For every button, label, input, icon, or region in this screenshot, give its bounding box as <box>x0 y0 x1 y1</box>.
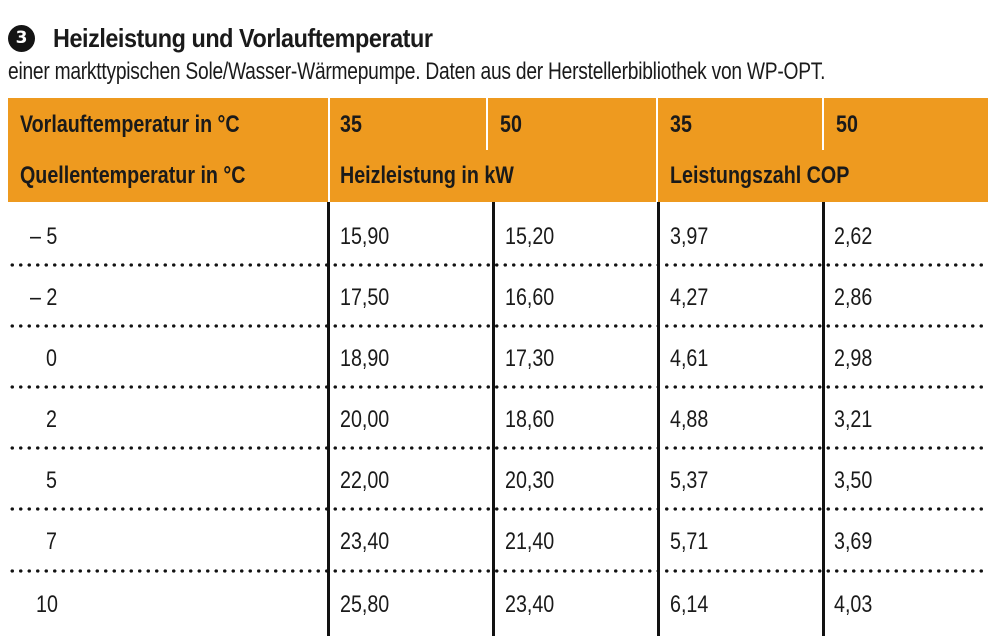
cell-heating-50: 21,40 <box>505 528 555 555</box>
header-divider <box>328 98 330 202</box>
cell-cop-50: 4,03 <box>834 591 873 618</box>
header-source-temp-label: Quellentemperatur in °C <box>20 162 246 189</box>
cell-cop-35: 4,88 <box>670 406 709 433</box>
cell-cop-50: 3,69 <box>834 528 873 555</box>
row-source-temp: 2 <box>46 406 57 433</box>
cell-heating-50: 16,60 <box>505 284 555 311</box>
row-separator <box>8 507 988 511</box>
cell-heating-35: 20,00 <box>340 406 390 433</box>
row-separator <box>8 324 988 328</box>
header-divider <box>656 98 658 202</box>
cell-heating-35: 22,00 <box>340 467 390 494</box>
row-separator <box>8 569 988 573</box>
cell-cop-50: 2,98 <box>834 345 873 372</box>
cell-heating-35: 23,40 <box>340 528 390 555</box>
header-divider <box>486 98 488 150</box>
header-group-cop: Leistungszahl COP <box>670 162 850 189</box>
figure-title-row <box>8 20 475 56</box>
cell-cop-35: 5,37 <box>670 467 709 494</box>
cell-cop-35: 3,97 <box>670 223 709 250</box>
header-divider <box>822 98 824 150</box>
cell-cop-35: 4,61 <box>670 345 709 372</box>
cell-heating-50: 15,20 <box>505 223 555 250</box>
cell-cop-35: 6,14 <box>670 591 709 618</box>
header-col-1: 35 <box>340 111 362 138</box>
header-col-4: 50 <box>836 111 858 138</box>
header-flow-temp-label: Vorlauftemperatur in °C <box>20 111 240 138</box>
cell-heating-35: 25,80 <box>340 591 390 618</box>
row-separator <box>8 263 988 267</box>
cell-heating-35: 18,90 <box>340 345 390 372</box>
cell-heating-35: 15,90 <box>340 223 390 250</box>
cell-cop-50: 2,86 <box>834 284 873 311</box>
figure-title: Heizleistung und Vorlauftemperatur <box>53 22 433 53</box>
header-col-3: 35 <box>670 111 692 138</box>
cell-cop-50: 3,50 <box>834 467 873 494</box>
cell-heating-50: 20,30 <box>505 467 555 494</box>
row-source-temp: 5 <box>46 467 57 494</box>
row-source-temp: 10 <box>36 591 58 618</box>
cell-cop-35: 5,71 <box>670 528 709 555</box>
cell-heating-50: 23,40 <box>505 591 555 618</box>
header-group-heating-power: Heizleistung in kW <box>340 162 514 189</box>
cell-heating-50: 17,30 <box>505 345 555 372</box>
header-col-2: 50 <box>500 111 522 138</box>
row-source-temp: – 5 <box>30 223 58 250</box>
row-separator <box>8 446 988 450</box>
figure-number-badge: 3 <box>8 25 35 52</box>
row-separator <box>8 385 988 389</box>
cell-heating-35: 17,50 <box>340 284 390 311</box>
cell-cop-50: 3,21 <box>834 406 873 433</box>
row-source-temp: 0 <box>46 345 57 372</box>
cell-cop-35: 4,27 <box>670 284 709 311</box>
figure-subtitle: einer markttypischen Sole/Wasser-Wärmepumpe. Daten aus der Herstellerbibliothek von WP-OPT. <box>8 58 826 85</box>
row-source-temp: 7 <box>46 528 57 555</box>
cell-heating-50: 18,60 <box>505 406 555 433</box>
row-source-temp: – 2 <box>30 284 58 311</box>
cell-cop-50: 2,62 <box>834 223 873 250</box>
